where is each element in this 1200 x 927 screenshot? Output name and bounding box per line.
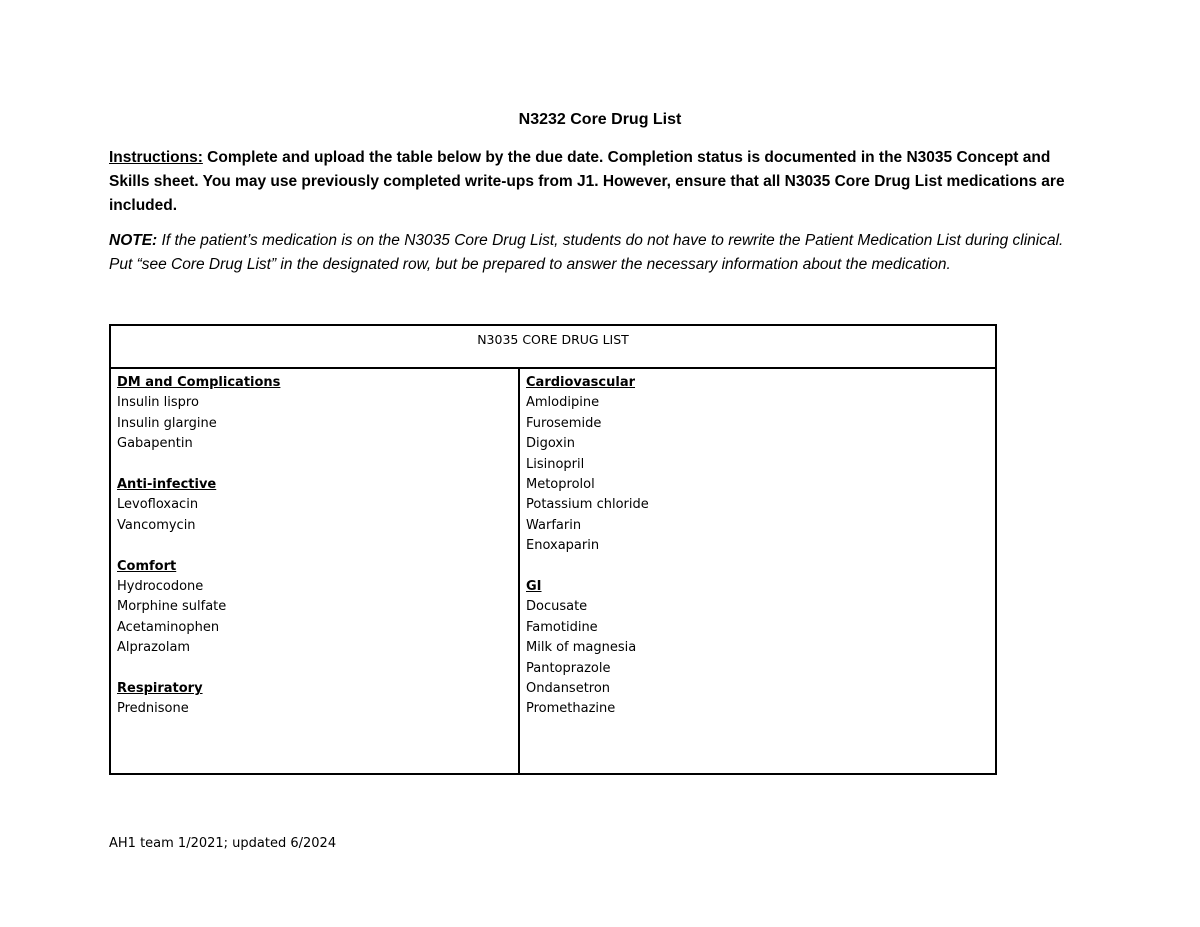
footer-note: AH1 team 1/2021; updated 6/2024: [109, 836, 337, 851]
drug-group: [117, 557, 518, 659]
drug-item: Potassium chloride: [526, 497, 649, 513]
drug-item: Lisinopril: [526, 456, 585, 472]
drug-group-title: GI: [526, 579, 542, 595]
drug-item: Digoxin: [526, 436, 575, 452]
note-lead: NOTE:: [109, 232, 158, 249]
instructions-paragraph: [109, 146, 1074, 218]
drug-item: Ondansetron: [526, 681, 611, 697]
instructions-text: Complete and upload the table below by the due date. Completion status is documented in the N3035 Concept and Skills sheet. You may use previously completed write-ups from J1. However, ensure that all N3035 Core Drug List medications are included.: [109, 149, 1065, 214]
drug-item: Vancomycin: [117, 517, 196, 533]
right-drug-column: [520, 369, 995, 773]
drug-item: Prednisone: [117, 701, 189, 717]
drug-group-title: Comfort: [117, 558, 177, 574]
drug-group-title: Cardiovascular: [526, 375, 636, 390]
drug-item: Insulin lispro: [117, 395, 199, 411]
drug-group-title: Respiratory: [117, 681, 203, 697]
drug-group-title: Anti-infective: [117, 477, 217, 493]
drug-item: Promethazine: [526, 701, 616, 717]
drug-group: [117, 679, 518, 720]
drug-item: Enoxaparin: [526, 538, 600, 554]
drug-group: [117, 475, 518, 536]
drug-item: Gabapentin: [117, 436, 193, 452]
drug-group: [526, 373, 995, 557]
page-title: N3232 Core Drug List: [518, 111, 682, 128]
left-drug-column: [111, 369, 520, 773]
drug-item: Acetaminophen: [117, 619, 220, 635]
instructions-lead: Instructions:: [109, 149, 203, 166]
drug-group: [526, 577, 995, 720]
drug-item: Milk of magnesia: [526, 640, 637, 656]
drug-group-title: DM and Complications: [117, 375, 281, 390]
drug-item: Metoprolol: [526, 477, 595, 493]
drug-item: Amlodipine: [526, 395, 600, 411]
drug-item: Famotidine: [526, 619, 598, 635]
drug-item: Hydrocodone: [117, 579, 204, 595]
core-drug-table: [109, 324, 997, 775]
drug-group: [117, 373, 518, 455]
table-header: N3035 CORE DRUG LIST: [111, 326, 995, 369]
drug-item: Levofloxacin: [117, 497, 199, 513]
drug-item: Alprazolam: [117, 640, 191, 656]
drug-item: Furosemide: [526, 415, 602, 431]
drug-item: Morphine sulfate: [117, 599, 227, 615]
drug-item: Docusate: [526, 599, 588, 615]
drug-item: Pantoprazole: [526, 660, 611, 676]
drug-item: Insulin glargine: [117, 415, 217, 431]
note-paragraph: [109, 229, 1089, 277]
drug-item: Warfarin: [526, 517, 582, 533]
note-text: If the patient’s medication is on the N3035 Core Drug List, students do not have to rewrite the Patient Medication List during clinical. Put “see Core Drug List” in the designated row, but be prepared to answer the necessary information about the medication.: [109, 232, 1064, 273]
